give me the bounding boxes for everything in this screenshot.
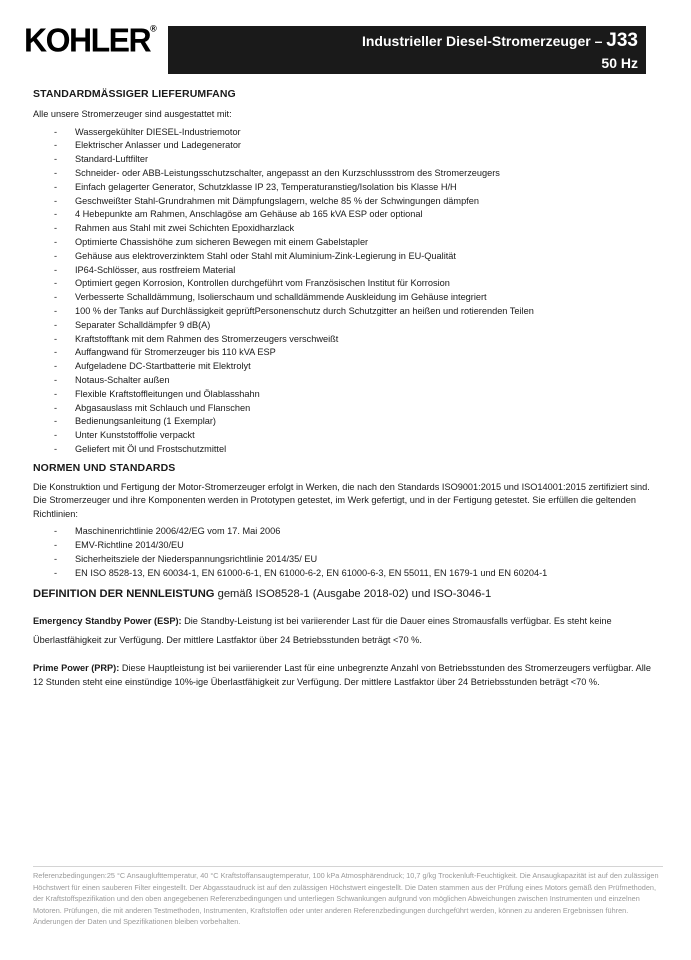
model-number: J33 [606,30,638,51]
scope-list-item: - Optimiert gegen Korrosion, Kontrollen durchgeführt vom Französischen Institut für Korrosion [33,277,658,291]
scope-list-item: - Geliefert mit Öl und Frostschutzmittel [33,443,658,457]
kohler-logo: KOHLER® [24,21,157,59]
frequency-label: 50 Hz [601,55,638,71]
scope-list-item: - Einfach gelagerter Generator, Schutzklasse IP 23, Temperaturanstieg/Isolation bis Klasse H/H [33,181,658,195]
scope-list-item: - Rahmen aus Stahl mit zwei Schichten Epoxidharzlack [33,222,658,236]
rating-definition-heading: DEFINITION DER NENNLEISTUNG gemäß ISO8528-1 (Ausgabe 2018-02) und ISO-3046-1 [33,588,492,601]
scope-list-item: - Standard-Luftfilter [33,153,658,167]
document-body [33,88,658,689]
prp-paragraph [33,661,658,689]
esp-paragraph [33,612,658,650]
scope-list-item: - 100 % der Tanks auf Durchlässigkeit geprüftPersonenschutz durch Schutzgitter an heißen und rotierenden Teilen [33,305,658,319]
standards-heading: NORMEN UND STANDARDS [33,461,176,474]
document-title: Industrieller Diesel-Stromerzeuger – J33 [361,30,638,51]
scope-list-item: - Geschweißter Stahl-Grundrahmen mit Dämpfungslagern, welche 85 % der Schwingungen dämpfen [33,195,658,209]
scope-list-item: - Separater Schalldämpfer 9 dB(A) [33,319,658,333]
standards-list [33,525,658,580]
standards-list-item: - EN ISO 8528-13, EN 60034-1, EN 61000-6-1, EN 61000-6-2, EN 61000-6-3, EN 55011, EN 1679-1 und EN 60204-1 [33,567,658,581]
standards-text: Die Konstruktion und Fertigung der Motor-Stromerzeuger erfolgt in Werken, die nach den Standards ISO9001:2015 und ISO14001:2015 zertifiziert sind. Die Stromerzeuger und ihre Komponenten werden in Prototypen getestet, im Werk gefertigt, und in der Fertigung getestet. Sie erfüllen die geltenden Richtlinien: [33,481,650,519]
standards-list-item: - Maschinenrichtlinie 2006/42/EG vom 17. Mai 2006 [33,525,658,539]
scope-intro: Alle unsere Stromerzeuger sind ausgestattet mit: [33,108,232,119]
footer-note: Referenzbedingungen:25 °C Ansauglufttemperatur, 40 °C Kraftstoffansaugtemperatur, 100 kPa Atmosphärendruck; 10,7 g/kg Trockenluft-Feuchtigkeit. Die Ansaugkapazität ist auf den zulässigen Höchstwert für einen sauberen Filter eingestellt. Der Abgasstaudruck ist auf den zulässigen Höchstwert eingestellt. Die Daten stammen aus der Prüfung eines Motors gemäß den Prüfmethoden, der Kraftstoffspezifikation und den oben angegebenen Referenzbedingungen und unterliegen Schwankungen aufgrund von möglichen Abweichungen zwischen Instrumenten und einzelnen Motoren. Prüfungen, die mit anderen Testmethoden, Instrumenten, Kraftstoffen oder unter anderen Referenzbedingungen durchgeführt werden, können zu anderen Ergebnissen führen. Änderungen der Daten und Spezifikationen bleiben vorbehalten. [33,871,659,927]
page-header [0,0,691,80]
esp-label: Emergency Standby Power (ESP): [33,616,182,627]
scope-list-item: - Abgasauslass mit Schlauch und Flanschen [33,402,658,416]
title-bar [168,26,646,74]
scope-list-item: - Kraftstofftank mit dem Rahmen des Stromerzeugers verschweißt [33,333,658,347]
scope-list-item: - Schneider- oder ABB-Leistungsschutzschalter, angepasst an den Kurzschlussstrom des Stromerzeugers [33,167,658,181]
footer-divider [33,866,663,867]
scope-list-item: - IP64-Schlösser, aus rostfreiem Material [33,264,658,278]
scope-list-item: - Auffangwand für Stromerzeuger bis 110 kVA ESP [33,346,658,360]
scope-list-item: - 4 Hebepunkte am Rahmen, Anschlagöse am Gehäuse ab 165 kVA ESP oder optional [33,208,658,222]
standards-list-item: - EMV-Richtline 2014/30/EU [33,539,658,553]
scope-list-item: - Unter Kunststofffolie verpackt [33,429,658,443]
scope-list-item: - Verbesserte Schalldämmung, Isolierschaum und schalldämmende Auskleidung im Gehäuse integriert [33,291,658,305]
scope-list-item: - Gehäuse aus elektroverzinktem Stahl oder Stahl mit Aluminium-Zink-Legierung in EU-Qualität [33,250,658,264]
scope-list-item: - Notaus-Schalter außen [33,374,658,388]
prp-text: Diese Hauptleistung ist bei variierender Last für eine unbegrenzte Anzahl von Betriebsstunden des Stromerzeugers verfügbar. Alle 12 Stunden steht eine einstündige 10%-ige Überlastfähigkeit zur Verfügung. Der mittlere Lastfaktor über 24 Betriebsstunden beträgt <70 %. [33,663,651,688]
scope-list-item: - Flexible Kraftstoffleitungen und Ölablasshahn [33,388,658,402]
scope-list-item: - Elektrischer Anlasser und Ladegenerator [33,139,658,153]
standards-list-item: - Sicherheitsziele der Niederspannungsrichtlinie 2014/35/ EU [33,553,658,567]
scope-list-item: - Aufgeladene DC-Startbatterie mit Elektrolyt [33,360,658,374]
scope-list-item: - Bedienungsanleitung (1 Exemplar) [33,415,658,429]
scope-list-item: - Wassergekühlter DIESEL-Industriemotor [33,126,658,140]
scope-heading: STANDARDMÄSSIGER LIEFERUMFANG [33,88,236,100]
esp-text: Die Standby-Leistung ist bei variierender Last für die Dauer eines Stromausfalls verfügbar. Es steht keine Überlastfähigkeit zur Verfügung. Der mittlere Lastfaktor über 24 Betriebsstunden beträgt <70 %. [33,616,612,646]
prp-label: Prime Power (PRP): [33,663,120,674]
scope-list-item: - Optimierte Chassishöhe zum sicheren Bewegen mit einem Gabelstapler [33,236,658,250]
scope-list [33,126,658,457]
